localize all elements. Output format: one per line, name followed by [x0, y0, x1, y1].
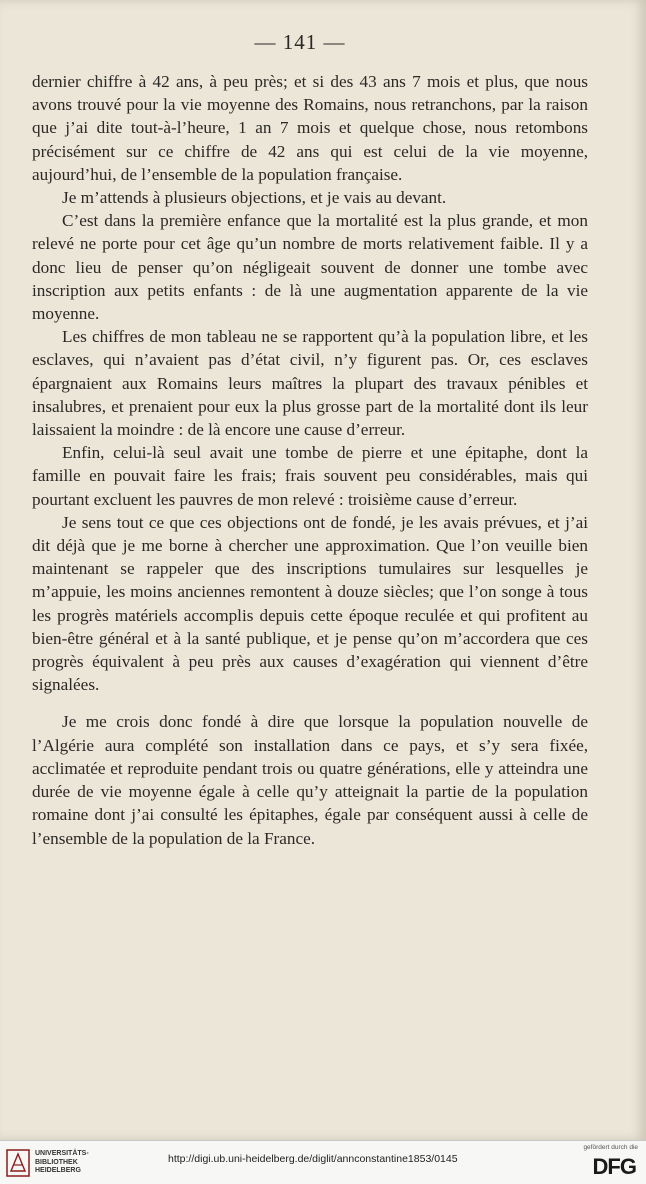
- page-number: — 141 —: [254, 30, 346, 54]
- body-text: [32, 70, 588, 850]
- permalink-url[interactable]: http://digi.ub.uni-heidelberg.de/diglit/annconstantine1853/0145: [168, 1153, 458, 1165]
- paragraph: Je sens tout ce que ces objections ont de fondé, je les avais prévues, et j’ai dit déjà que je me borne à chercher une approximation. Que l’on veuille bien maintenant se rappeler que des inscriptions tumulaires sur lesquelles je m’appuie, les moins anciennes remontent à douze siècles; que l’on songe à tous les progrès matériels accomplis depuis cette époque reculée et qui profitent au bien-être général et à la santé publique, et je pense qu’on m’accordera que ces progrès équivalent à peu près aux causes d’exagération qui viennent d’être signalées.: [32, 512, 588, 695]
- paragraph: Enfin, celui-là seul avait une tombe de pierre et une épitaphe, dont la famille en pouvait faire les frais; frais souvent peu considérables, mais qui pourtant excluent les pauvres de mon relevé : troisième cause d’erreur.: [32, 443, 588, 509]
- paragraph: Je me crois donc fondé à dire que lorsque la population nouvelle de l’Algérie aura complété son installation dans ce pays, et s’y sera fixée, acclimatée et reproduite pendant trois ou quatre générations, elle y atteindra une durée de vie moyenne égale à celle qu’y atteignait la partie de la population romaine dont j’ai consulté les épitaphes, égale par conséquent aussi à celle de l’ensemble de la population de la France.: [32, 712, 588, 848]
- funding-label: gefördert durch die: [583, 1144, 638, 1151]
- university-seal-icon: [6, 1149, 30, 1177]
- institution-name: UNIVERSITÄTS- BIBLIOTHEK HEIDELBERG: [35, 1150, 89, 1174]
- paragraph: Les chiffres de mon tableau ne se rapportent qu’à la population libre, et les esclaves, qui n’avaient pas d’état civil, n’y figurent pas. Or, ces esclaves épargnaient aux Romains leurs maîtres la plupart des travaux pénibles et insalubres, et prenaient pour eux la plus grosse part de la mortalité dont ils leur laissaient la moindre : de là encore une cause d’erreur.: [32, 327, 588, 440]
- paragraph: C’est dans la première enfance que la mortalité est la plus grande, et mon relevé ne porte pour cet âge qu’un nombre de morts relativement faible. Il y a donc lieu de penser qu’on négligeait souvent de donner une tombe avec inscription aux petits enfants : de là une augmentation apparente de la vie moyenne.: [32, 211, 588, 324]
- paragraph-continued: dernier chiffre à 42 ans, à peu près; et si des 43 ans 7 mois et plus, que nous avons trouvé pour la vie moyenne des Romains, nous retranchons, par la raison que j’ai dite tout-à-l’heure, 1 an 7 mois et quelque chose, nous retombons précisément sur ce chiffre de 42 ans qui est celui de la vie moyenne, aujourd’hui, de l’ensemble de la population française.: [32, 72, 588, 184]
- dfg-logo: DFG: [592, 1154, 636, 1179]
- digitization-footer: [0, 1140, 646, 1184]
- paragraph: Je m’attends à plusieurs objections, et je vais au devant.: [62, 188, 447, 208]
